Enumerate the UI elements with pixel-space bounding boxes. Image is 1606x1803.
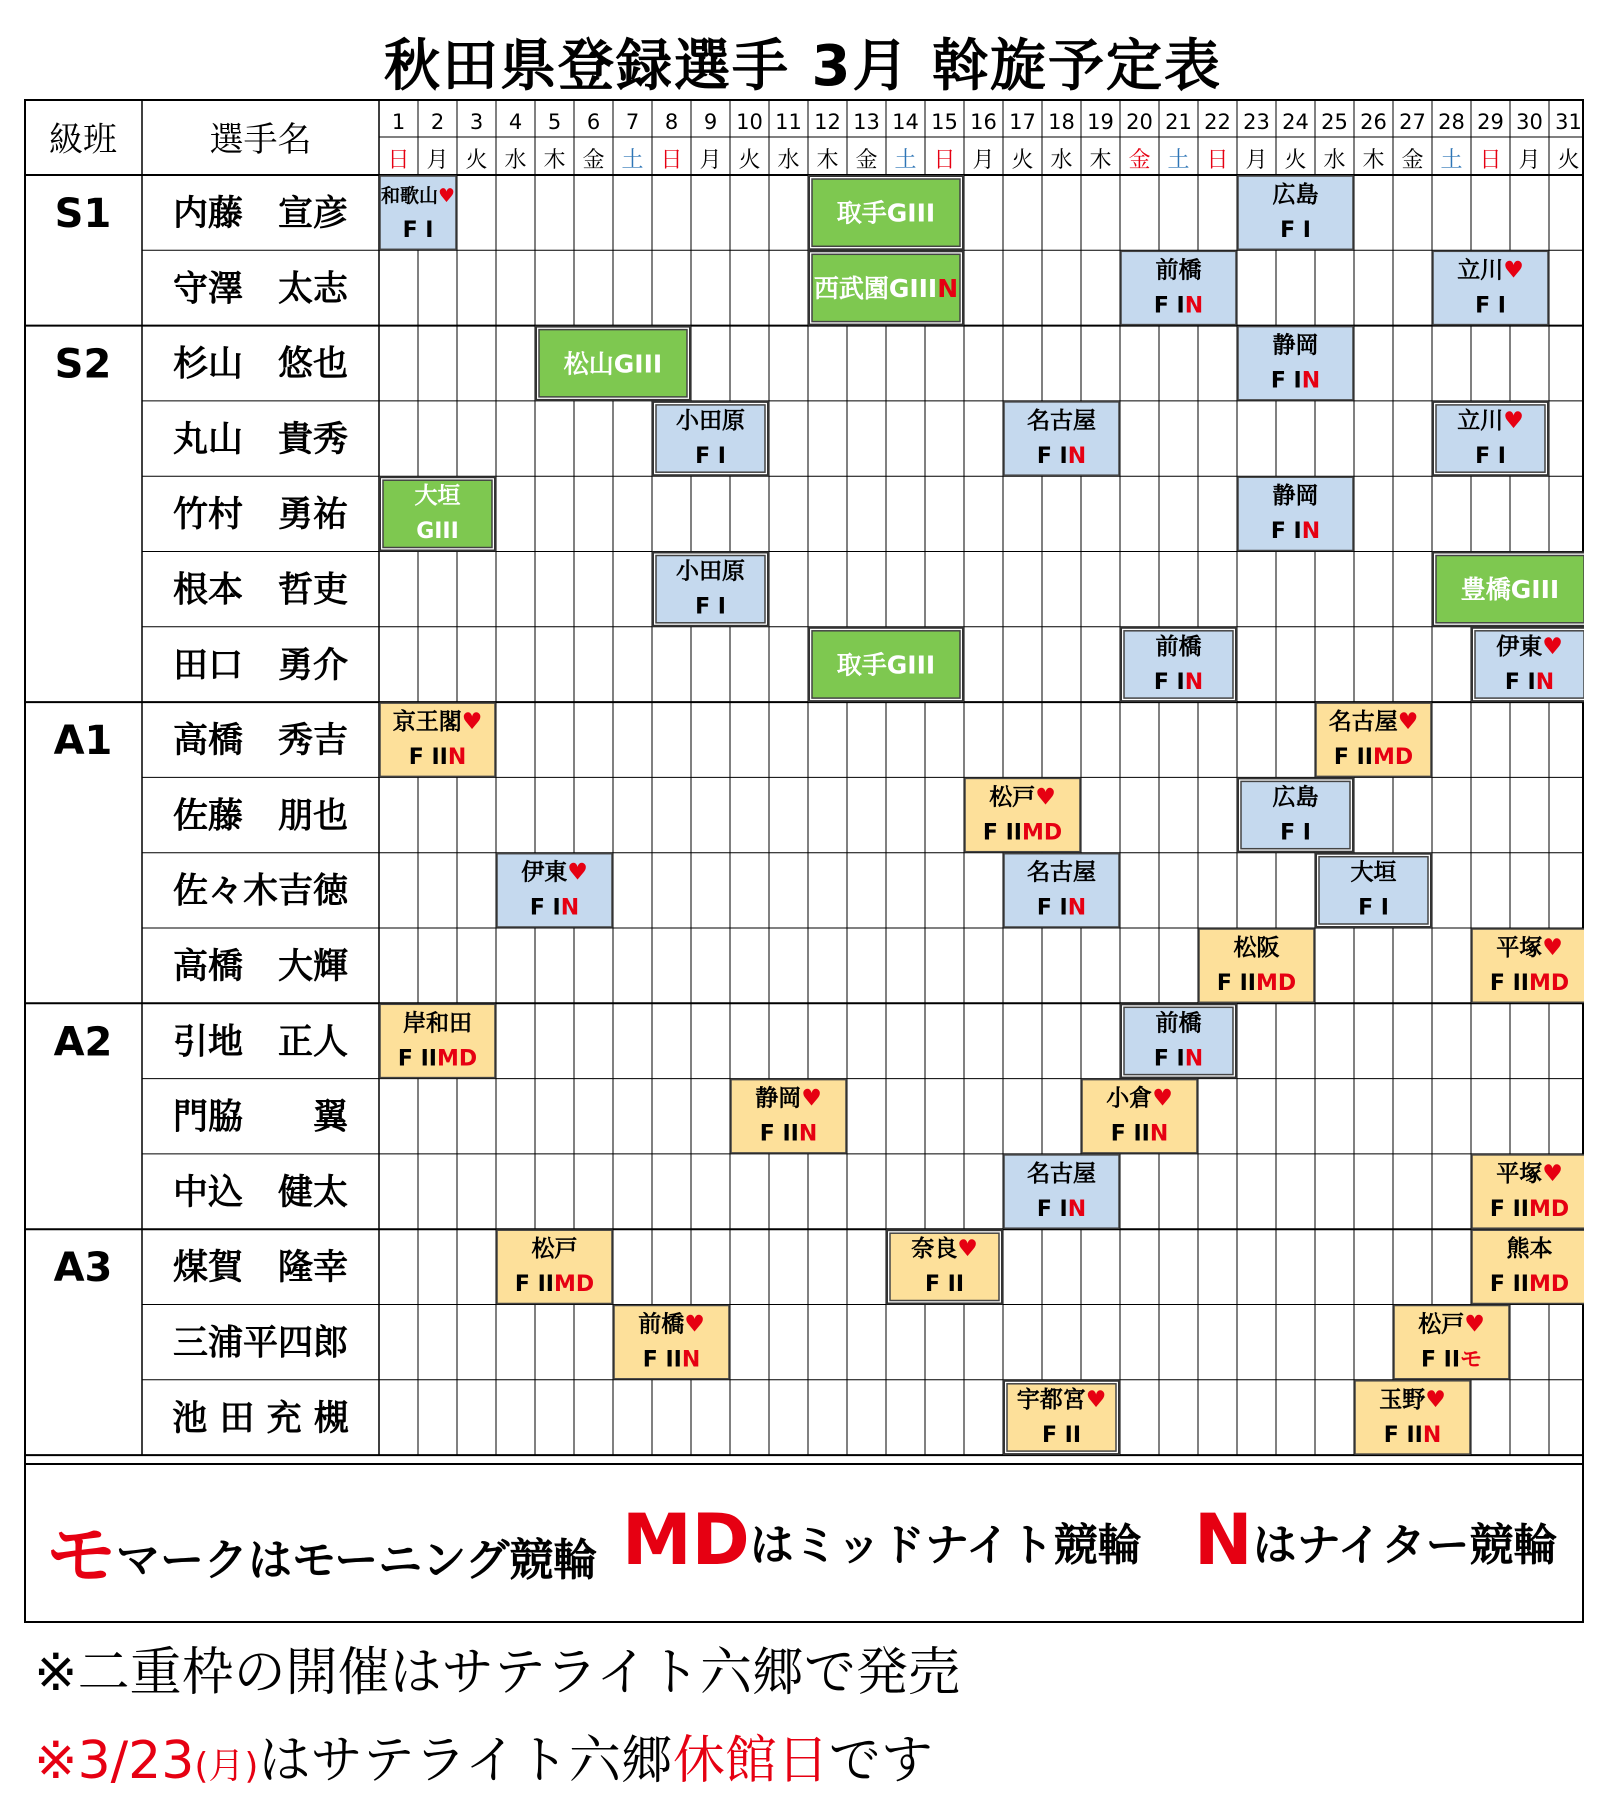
note-mid: はサテライト六郷 (258, 1731, 673, 1791)
event-box (1004, 854, 1119, 927)
event-mark: N (1067, 1196, 1087, 1222)
event-mark: MD (1021, 820, 1063, 846)
event-mark: MD (1255, 971, 1297, 996)
event-grade: F IIN (408, 745, 467, 771)
day-number: 14 (892, 110, 919, 134)
event-grade: F IIMD (397, 1046, 478, 1072)
event-venue: 立川♥ (1457, 257, 1524, 284)
day-number: 1 (391, 110, 406, 134)
event-box (1316, 703, 1431, 776)
event-box (380, 176, 456, 249)
event-grade: GIII (416, 519, 459, 545)
day-weekday: 日 (387, 148, 410, 173)
legend-mark-midnight: MD (622, 1499, 750, 1581)
rider-name: 高橋 秀吉 (172, 721, 349, 762)
note-date: ※3/23 (34, 1731, 195, 1791)
rider-name: 三浦平四郎 (172, 1323, 349, 1364)
legend-morning (46, 1499, 597, 1600)
heart-icon: ♥ (801, 1085, 822, 1112)
event-box (1004, 1155, 1119, 1228)
event-box (731, 1080, 846, 1153)
heart-icon: ♥ (1464, 1311, 1485, 1338)
event-box (497, 1230, 612, 1303)
event-venue: 豊橋GIII (1460, 575, 1560, 605)
class-label: S1 (54, 191, 112, 237)
event-box (1121, 628, 1236, 701)
event-box (1238, 477, 1353, 550)
day-number: 19 (1087, 110, 1114, 134)
day-number: 13 (853, 110, 880, 134)
event-venue: 静岡 (1272, 332, 1319, 359)
day-weekday: 金 (1128, 148, 1151, 173)
event-box (1082, 1080, 1197, 1153)
day-weekday: 金 (582, 148, 605, 173)
event-grade: F IIN (1383, 1422, 1442, 1448)
rider-name: 門脇 翼 (172, 1097, 349, 1138)
event-box (614, 1306, 729, 1379)
day-number: 29 (1477, 110, 1504, 134)
rider-name: 中込 健太 (172, 1172, 349, 1213)
heart-icon: ♥ (1085, 1386, 1107, 1413)
event-mark: N (1301, 519, 1321, 545)
legend-text-midnight: はミッドナイト競輪 (749, 1520, 1142, 1571)
event-venue: 前橋 (1155, 1010, 1202, 1037)
day-weekday: 金 (855, 148, 878, 173)
event-grade: F I (1280, 218, 1311, 243)
note-end: です (828, 1731, 933, 1791)
header-name: 選手名 (209, 120, 312, 160)
day-weekday: 土 (1440, 148, 1463, 173)
event-venue: 静岡♥ (755, 1085, 822, 1112)
day-number: 27 (1399, 110, 1426, 134)
event-grade: F I (1358, 895, 1389, 921)
day-weekday: 日 (1479, 148, 1502, 173)
day-number: 24 (1282, 110, 1309, 134)
heart-icon: ♥ (1542, 1160, 1563, 1187)
event-grade: F IIMD (1489, 1272, 1570, 1298)
legend-mark-nighter: N (1194, 1499, 1253, 1581)
heart-icon: ♥ (1035, 784, 1056, 811)
day-weekday: 月 (699, 148, 722, 173)
rider-name: 高橋 大輝 (172, 947, 349, 987)
event-box (887, 1230, 1002, 1303)
event-venue: 前橋♥ (638, 1311, 705, 1338)
day-number: 10 (736, 110, 763, 134)
event-mark: N (1149, 1121, 1169, 1147)
day-number: 16 (970, 110, 997, 134)
event-mark: N (681, 1347, 701, 1373)
class-label: A3 (53, 1245, 113, 1292)
event-venue: 平塚♥ (1496, 1160, 1563, 1187)
event-box (1394, 1306, 1509, 1379)
day-number: 17 (1009, 110, 1036, 134)
event-mark: MD (436, 1046, 478, 1072)
event-box (1433, 553, 1584, 626)
event-box (809, 251, 963, 324)
event-mark: N (1184, 669, 1204, 695)
day-number: 9 (703, 110, 718, 134)
event-venue: 小倉♥ (1106, 1085, 1173, 1112)
event-mark: N (1184, 1046, 1204, 1072)
day-number: 15 (931, 110, 958, 134)
day-number: 2 (430, 110, 445, 134)
event-mark: N (447, 745, 467, 771)
event-grade: F IIMD (982, 820, 1063, 846)
legend-midnight (622, 1499, 1142, 1581)
rider-name: 佐々木吉徳 (172, 871, 349, 912)
event-box (1472, 628, 1584, 701)
event-grade: F IN (1153, 669, 1204, 695)
rider-name: 池 田 充 槻 (172, 1398, 349, 1439)
event-box (1121, 251, 1236, 324)
heart-icon: ♥ (957, 1236, 978, 1263)
rider-name: 佐藤 朋也 (172, 796, 349, 837)
rider-name: 田口 勇介 (172, 645, 349, 686)
event-venue: 名古屋 (1027, 407, 1096, 434)
event-box (1316, 854, 1431, 927)
event-venue: 名古屋 (1027, 1160, 1096, 1187)
legend-box (24, 1463, 1584, 1623)
event-mark: N (1422, 1422, 1442, 1448)
event-mark: N (1535, 669, 1555, 695)
day-weekday: 火 (738, 148, 761, 173)
event-venue: 前橋 (1155, 257, 1202, 284)
event-venue: 西武園GIIIN (813, 273, 959, 303)
day-number: 8 (664, 110, 679, 134)
event-venue: 小田原 (676, 558, 745, 585)
event-grade: F IN (1153, 1046, 1204, 1072)
event-box (497, 854, 612, 927)
event-mark: N (1067, 443, 1087, 469)
event-venue: 広島 (1272, 784, 1319, 811)
event-grade: F IN (1504, 669, 1555, 695)
event-box (1121, 1004, 1236, 1077)
class-label: S2 (54, 341, 112, 388)
heart-icon: ♥ (684, 1311, 705, 1338)
day-weekday: 木 (816, 148, 839, 173)
event-box (380, 477, 495, 550)
event-mark: N (1301, 368, 1321, 394)
event-venue: 小田原 (676, 407, 745, 434)
rider-name: 煤賀 隆幸 (172, 1248, 349, 1289)
event-grade: F II (1041, 1422, 1082, 1448)
event-mark: MD (1528, 1196, 1570, 1222)
event-grade: F IIMD (1489, 971, 1570, 996)
day-weekday: 日 (1206, 148, 1229, 173)
event-mark: N (1184, 293, 1204, 319)
note-closed-day (34, 1718, 933, 1793)
note-double-frame: ※二重枠の開催はサテライト六郷で発売 (34, 1643, 961, 1703)
day-number: 26 (1360, 110, 1387, 134)
day-weekday: 水 (1323, 148, 1346, 173)
event-box (1433, 251, 1548, 324)
event-venue: 宇都宮♥ (1016, 1386, 1107, 1413)
event-mark: MD (1528, 971, 1570, 996)
event-grade: F IN (1153, 293, 1204, 319)
event-grade: F IN (1036, 895, 1087, 921)
legend-mark-morning: モ (46, 1514, 116, 1596)
day-weekday: 木 (1089, 148, 1112, 173)
legend-text-nighter: はナイター競輪 (1252, 1520, 1558, 1571)
event-venue: 松山GIII (563, 349, 663, 379)
event-venue: 伊東♥ (521, 859, 588, 886)
event-box (380, 1004, 495, 1077)
day-weekday: 水 (1050, 148, 1073, 173)
day-weekday: 火 (1011, 148, 1034, 173)
class-label: A2 (53, 1019, 113, 1066)
event-venue: 松戸♥ (989, 784, 1056, 811)
event-venue: 松戸♥ (1418, 1311, 1485, 1338)
day-number: 25 (1321, 110, 1348, 134)
event-box (1472, 1155, 1584, 1228)
rider-name: 竹村 勇祐 (172, 495, 349, 536)
event-box (1238, 778, 1353, 851)
day-weekday: 日 (660, 148, 683, 173)
event-mark: N (560, 895, 580, 921)
event-box (1238, 176, 1353, 249)
rider-name: 根本 哲吏 (172, 570, 349, 611)
heart-icon: ♥ (1542, 633, 1563, 660)
event-grade: F I (402, 218, 434, 243)
header-class: 級班 (49, 120, 117, 160)
event-grade: F IIMD (1333, 745, 1414, 771)
heart-icon: ♥ (1425, 1386, 1446, 1413)
event-mark: MD (1372, 745, 1414, 771)
page-title: 秋田県登録選手 3月 斡旋予定表 (384, 34, 1222, 99)
event-grade: F I (1475, 293, 1506, 319)
event-box (1472, 1230, 1584, 1303)
event-venue: 大垣 (414, 483, 461, 510)
day-weekday: 木 (1362, 148, 1385, 173)
event-grade: F I (1280, 820, 1311, 846)
event-grade: F I (695, 594, 726, 620)
event-venue: 奈良♥ (911, 1236, 978, 1263)
event-grade: F IIモ (1420, 1347, 1483, 1373)
day-number: 28 (1438, 110, 1465, 134)
event-mark: モ (1460, 1347, 1483, 1373)
event-mark: MD (1528, 1272, 1570, 1298)
event-venue: 平塚♥ (1496, 935, 1563, 961)
day-weekday: 土 (621, 148, 644, 173)
legend-nighter (1194, 1499, 1558, 1581)
heart-icon: ♥ (1397, 709, 1419, 736)
event-mark: N (798, 1121, 818, 1147)
event-venue: 取手GIII (836, 198, 936, 228)
event-grade: F IIN (1110, 1121, 1169, 1147)
day-number: 11 (775, 110, 802, 134)
event-box (380, 703, 495, 776)
event-box (1238, 327, 1353, 400)
event-mark: N (1067, 895, 1087, 921)
note-weekday: (月) (194, 1746, 259, 1787)
rider-name: 杉山 悠也 (172, 344, 349, 385)
day-number: 21 (1165, 110, 1192, 134)
event-grade: F IIMD (1489, 1196, 1570, 1222)
day-weekday: 月 (1245, 148, 1268, 173)
day-number: 7 (625, 110, 640, 134)
day-number: 30 (1516, 110, 1543, 134)
event-box (809, 176, 963, 249)
heart-icon: ♥ (461, 709, 483, 736)
heart-icon: ♥ (567, 859, 588, 886)
rider-name: 守澤 太志 (172, 269, 349, 310)
event-box (653, 553, 768, 626)
event-grade: F I (695, 443, 726, 469)
note-closed: 休館日 (672, 1731, 829, 1791)
day-number: 23 (1243, 110, 1270, 134)
event-box (536, 327, 690, 400)
legend-text-morning: マークはモーニング競輪 (116, 1535, 598, 1586)
event-venue: 名古屋♥ (1328, 709, 1419, 736)
day-weekday: 月 (426, 148, 449, 173)
event-venue: 松戸 (531, 1236, 578, 1263)
heart-icon: ♥ (1542, 935, 1563, 961)
rider-name: 内藤 宣彦 (172, 194, 349, 234)
day-weekday: 日 (933, 148, 956, 173)
event-venue: 岸和田 (403, 1010, 472, 1037)
event-venue: 立川♥ (1457, 407, 1524, 434)
event-box (965, 778, 1080, 851)
event-grade: F IIMD (514, 1272, 595, 1298)
event-box (1433, 402, 1548, 475)
rider-name: 引地 正人 (172, 1022, 349, 1063)
event-box (1355, 1381, 1470, 1454)
event-venue: 取手GIII (836, 650, 936, 680)
day-weekday: 月 (1518, 148, 1541, 173)
heart-icon: ♥ (437, 185, 456, 207)
day-weekday: 水 (777, 148, 800, 173)
day-number: 5 (547, 110, 562, 134)
event-grade: F IIMD (1216, 971, 1297, 996)
event-box (653, 402, 768, 475)
day-number: 20 (1126, 110, 1153, 134)
class-label: A1 (53, 718, 113, 765)
event-venue: 静岡 (1272, 483, 1319, 510)
event-box (1199, 929, 1314, 1002)
day-weekday: 土 (894, 148, 917, 173)
heart-icon: ♥ (1503, 407, 1524, 434)
day-number: 18 (1048, 110, 1075, 134)
day-weekday: 木 (543, 148, 566, 173)
event-grade: F IN (1270, 368, 1321, 394)
heart-icon: ♥ (1503, 257, 1524, 284)
event-venue: 前橋 (1155, 633, 1202, 660)
day-weekday: 月 (972, 148, 995, 173)
day-number: 12 (814, 110, 841, 134)
event-mark: MD (553, 1272, 595, 1298)
day-number: 4 (508, 110, 523, 134)
event-grade: F IN (529, 895, 580, 921)
event-grade: F IIN (759, 1121, 818, 1147)
event-grade: F IIN (642, 1347, 701, 1373)
event-venue: 松阪 (1233, 935, 1280, 961)
heart-icon: ♥ (1152, 1085, 1173, 1112)
schedule-table (24, 99, 1584, 1465)
event-grade: F II (924, 1272, 965, 1298)
event-venue: 大垣 (1350, 859, 1397, 886)
day-weekday: 火 (465, 148, 488, 173)
event-venue: 和歌山♥ (380, 185, 456, 207)
event-venue: 京王閣♥ (392, 709, 483, 736)
event-grade: F IN (1270, 519, 1321, 545)
event-venue: 玉野♥ (1379, 1386, 1446, 1413)
event-box (1004, 402, 1119, 475)
event-box (809, 628, 963, 701)
event-mark: N (937, 273, 959, 303)
event-venue: 広島 (1272, 182, 1319, 208)
event-venue: 名古屋 (1027, 859, 1096, 886)
day-weekday: 金 (1401, 148, 1424, 173)
event-grade: F IN (1036, 1196, 1087, 1222)
day-weekday: 火 (1557, 148, 1580, 173)
rider-name: 丸山 貴秀 (172, 419, 349, 460)
event-venue: 熊本 (1506, 1236, 1553, 1263)
day-weekday: 火 (1284, 148, 1307, 173)
day-number: 6 (586, 110, 601, 134)
day-number: 22 (1204, 110, 1231, 134)
event-grade: F IN (1036, 443, 1087, 469)
event-box (1004, 1381, 1119, 1454)
day-weekday: 水 (504, 148, 527, 173)
day-weekday: 土 (1167, 148, 1190, 173)
day-number: 3 (469, 110, 484, 134)
event-grade: F I (1475, 443, 1506, 469)
event-venue: 伊東♥ (1496, 633, 1563, 660)
event-box (1472, 929, 1584, 1002)
day-number: 31 (1555, 110, 1582, 134)
